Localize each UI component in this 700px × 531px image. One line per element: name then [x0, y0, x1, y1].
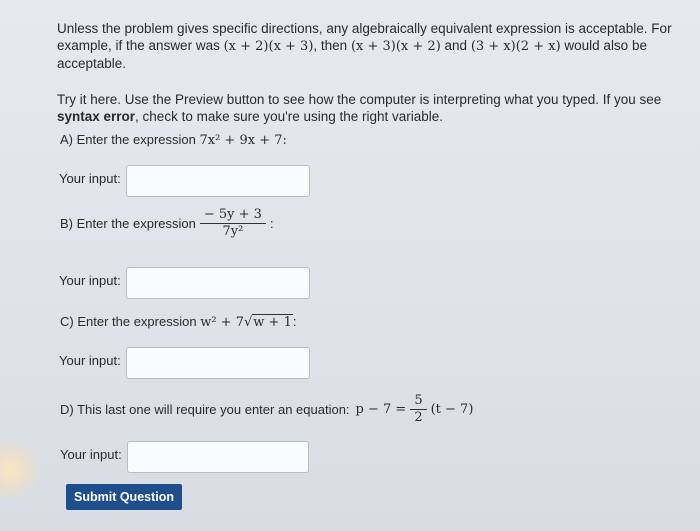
fraction-numerator: − 5y + 3 [200, 207, 266, 224]
intro-paragraph [57, 20, 687, 72]
question-a: A) Enter the expression 7x² + 9x + 7: [60, 132, 287, 148]
input-label-c: Your input: [59, 353, 121, 368]
question-c: C) Enter the expression w² + 7√w + 1: [60, 314, 297, 330]
sqrt-radicand: w + 1 [253, 315, 292, 330]
answer-input-d[interactable] [127, 441, 309, 473]
question-d-lhs: p − 7 = [355, 402, 407, 417]
fraction-denominator: 7y² [222, 224, 244, 239]
question-d-rhs: (t − 7) [430, 402, 474, 417]
input-label-d: Your input: [60, 447, 122, 462]
answer-input-c[interactable] [126, 347, 310, 379]
question-d: D) This last one will require you enter an equation: p − 7 = $\frac{5}{2}$ (t − 7) [60, 393, 474, 425]
syntax-error-text: syntax error [57, 109, 136, 124]
submit-question-button[interactable]: Submit Question [66, 484, 182, 510]
intro-line-2: example, if the answer was (x + 2)(x + 3), then (x + 3)(x + 2) and (3 + x)(2 + x) would also be [57, 38, 647, 54]
try-it-line-1: Try it here. Use the Preview button to see how the computer is interpreting what you typed. If you see [57, 92, 662, 107]
question-c-expression: w² + 7 [200, 315, 244, 330]
question-b: B) Enter the expression $\frac{- 5y + 3}{\text{7y²}}$ : [60, 207, 274, 239]
input-label-b: Your input: [59, 273, 121, 288]
example-expression-1: (x + 2)(x + 3) [223, 39, 314, 54]
try-it-paragraph [57, 91, 687, 125]
sqrt-symbol: √ [243, 315, 253, 330]
fraction-denominator: 2 [414, 410, 423, 425]
intro-line-3: acceptable. [57, 56, 127, 71]
question-b-fraction [200, 207, 266, 240]
fraction-numerator: 5 [410, 393, 426, 410]
example-expression-2: (x + 3)(x + 2) [350, 39, 441, 54]
question-d-fraction [410, 393, 426, 426]
answer-input-b[interactable] [126, 267, 310, 299]
light-glare [0, 440, 40, 500]
example-expression-3: (3 + x)(2 + x) [470, 39, 561, 54]
input-label-a: Your input: [59, 171, 121, 186]
try-it-line-2: syntax error, check to make sure you're using the right variable. [57, 109, 444, 124]
question-a-expression: 7x² + 9x + 7: [199, 133, 287, 148]
intro-line-1: Unless the problem gives specific directions, any algebraically equivalent expression is acceptable. For [57, 21, 672, 36]
answer-input-a[interactable] [126, 165, 310, 197]
